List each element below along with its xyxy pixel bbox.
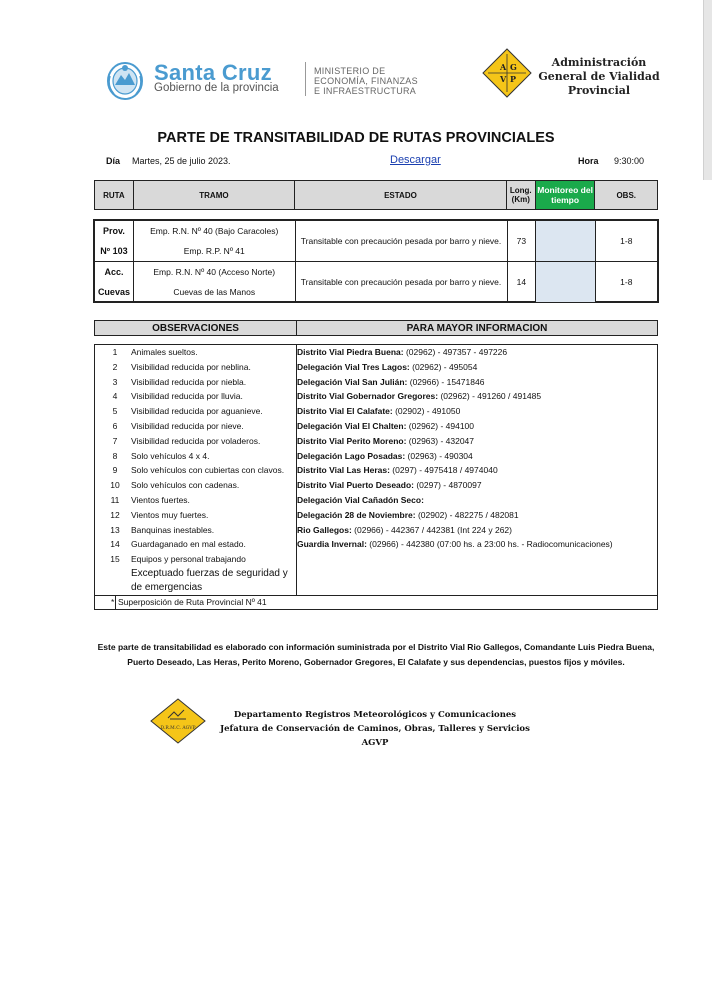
contact-row: Delegación Vial San Julián: (02966) - 15471846 — [297, 376, 485, 387]
tramo-cell: Emp. R.N. Nº 40 (Acceso Norte) Cuevas de las Manos — [133, 262, 295, 303]
list-item: 1 Animales sueltos. — [112, 347, 198, 357]
notice-text: Este parte de transitabilidad es elaborado con información suministrada por el Distrito Vial Rio Gallegos, Comandante Luis Piedra Buena, Puerto Deseado, Las Heras, Perito Moreno, Gobernador Gregores, El Calafate y sus dependencias, puestos fijos y móviles. — [97, 642, 655, 667]
list-item: 9 Solo vehículos con cubiertas con clavos. — [112, 465, 285, 476]
long-cell: 73 — [507, 221, 536, 262]
list-item: 7 Visibilidad reducida por voladeros. — [112, 435, 261, 446]
list-item: 13 Banquinas inestables. — [110, 524, 215, 535]
contact-row: Rio Gallegos: (02966) - 442367 / 442381 (Int 224 y 262) — [297, 524, 512, 535]
agvp-letter-g: G — [510, 62, 517, 72]
time-label: Hora — [578, 156, 599, 166]
scrollbar[interactable] — [703, 0, 712, 180]
ministry-label: MINISTERIO DE ECONOMÍA, FINANZAS E INFRAESTRUCTURA — [314, 66, 418, 96]
star-mark: * — [111, 597, 115, 607]
contact-info-title: PARA MAYOR INFORMACION — [297, 321, 658, 336]
list-item: 10 Solo vehículos con cadenas. — [110, 480, 240, 491]
contact-row: Delegación 28 de Noviembre: (02902) - 482275 / 482081 — [297, 509, 519, 520]
list-item: 2 Visibilidad reducida por neblina. — [112, 361, 251, 372]
list-item: 8 Solo vehículos 4 x 4. — [112, 450, 210, 461]
ruta-cell: Prov. Nº 103 — [95, 221, 134, 262]
agvp-letter-p: P — [510, 74, 517, 84]
col-estado: ESTADO — [295, 181, 507, 210]
contacts-list — [297, 345, 657, 552]
agvp-logo-icon — [482, 48, 532, 98]
observations-header — [94, 320, 658, 336]
drmc-logo-text: D.R.M.C. AGVP — [160, 726, 196, 731]
col-monitor: Monitoreo del tiempo — [535, 181, 595, 210]
department-footer: Departamento Registros Meteorológicos y Comunicaciones Jefatura de Conservación de Caminos, Obras, Talleres y Servicios AGVP — [220, 710, 530, 748]
tramo-cell: Emp. R.N. Nº 40 (Bajo Caracoles) Emp. R.P. Nº 41 — [133, 221, 295, 262]
agvp-letter-v: V — [500, 74, 507, 84]
exception-note: Exceptuado fuerzas de seguridad y de emergencias — [131, 567, 288, 593]
list-item: 5 Visibilidad reducida por aguanieve. — [112, 406, 263, 417]
col-obs: OBS. — [595, 181, 658, 210]
obs-cell: 1-8 — [595, 262, 657, 303]
list-item: 11 Vientos fuertes. — [110, 494, 190, 505]
ruta-cell: Acc. Cuevas — [95, 262, 134, 303]
observations-body — [94, 344, 658, 596]
routes-table — [94, 220, 658, 303]
table-row — [95, 262, 658, 303]
routes-table-header — [94, 180, 658, 210]
drmc-logo-icon — [150, 698, 206, 744]
province-subtitle: Gobierno de la provincia — [154, 82, 279, 94]
contact-row: Delegación Vial El Chalten: (02962) - 494100 — [297, 420, 475, 431]
date-value: Martes, 25 de julio 2023. — [132, 156, 231, 166]
contact-row: Distrito Vial Piedra Buena: (02962) - 497357 - 497226 — [297, 347, 508, 357]
monitor-cell[interactable] — [536, 221, 595, 262]
time-value: 9:30:00 — [614, 156, 645, 166]
contact-row: Delegación Vial Tres Lagos: (02962) - 495054 — [297, 361, 478, 372]
col-tramo: TRAMO — [133, 181, 294, 210]
province-name: Santa Cruz — [154, 60, 272, 85]
list-item: 12 Vientos muy fuertes. — [110, 509, 209, 520]
observations-title: OBSERVACIONES — [95, 321, 297, 336]
contact-row: Distrito Vial Las Heras: (0297) - 4975418 / 4974040 — [297, 465, 498, 476]
contact-row: Delegación Lago Posadas: (02963) - 490304 — [297, 450, 473, 461]
list-item: 4 Visibilidad reducida por lluvia. — [112, 391, 243, 402]
list-item: 3 Visibilidad reducida por niebla. — [112, 376, 247, 387]
superposition-note: Superposición de Ruta Provincial Nº 41 — [115, 596, 267, 609]
estado-cell: Transitable con precaución pesada por barro y nieve. — [295, 221, 507, 262]
date-label: Día — [106, 156, 121, 166]
superposition-row — [94, 596, 658, 610]
contact-row: Distrito Vial Puerto Deseado: (0297) - 4870097 — [297, 480, 482, 491]
contact-row: Delegación Vial Cañadón Seco: — [297, 494, 424, 505]
col-ruta: RUTA — [95, 181, 134, 210]
list-item: 14 Guardaganado en mal estado. — [110, 539, 246, 550]
monitor-cell[interactable] — [536, 262, 595, 303]
agency-name: Administración General de Vialidad Provincial — [538, 56, 660, 97]
estado-cell: Transitable con precaución pesada por barro y nieve. — [295, 262, 507, 303]
long-cell: 14 — [507, 262, 536, 303]
page-title: PARTE DE TRANSITABILIDAD DE RUTAS PROVINCIALES — [157, 130, 555, 146]
download-link[interactable]: Descargar — [390, 154, 441, 166]
santa-cruz-logo — [104, 56, 146, 107]
contact-row: Distrito Vial El Calafate: (02902) - 491050 — [297, 406, 461, 417]
obs-cell: 1-8 — [595, 221, 657, 262]
santa-cruz-emblem-icon — [104, 56, 146, 102]
list-item: 6 Visibilidad reducida por nieve. — [112, 420, 244, 431]
agvp-letter-a: A — [500, 62, 507, 72]
contact-row: Guardia Invernal: (02966) - 442380 (07:00 hs. a 23:00 hs. - Radiocomunicaciones) — [297, 539, 613, 550]
table-row — [95, 221, 658, 262]
contact-row: Distrito Vial Gobernador Gregores: (02962) - 491260 / 491485 — [297, 391, 542, 402]
list-item: 15 Equipos y personal trabajando — [110, 554, 246, 565]
contact-row: Distrito Vial Perito Moreno: (02963) - 432047 — [297, 435, 474, 446]
logo-divider — [305, 62, 306, 96]
observations-list — [95, 345, 297, 595]
col-long: Long. (Km) — [506, 181, 535, 210]
